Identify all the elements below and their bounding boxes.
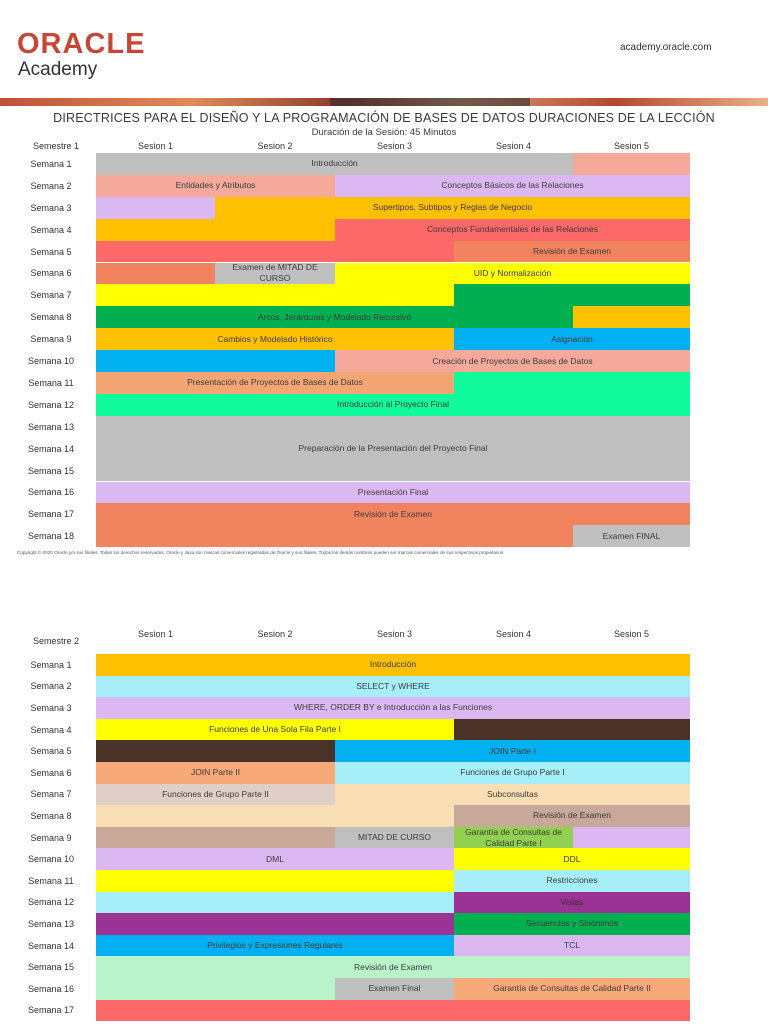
week-label: Semana 3	[30, 702, 72, 713]
schedule-block: Revisión de Examen	[454, 241, 690, 263]
week-label: Semana 4	[30, 224, 72, 235]
week-label: Semana 4	[30, 724, 72, 735]
week-label: Semana 14	[27, 443, 75, 454]
schedule-block	[96, 892, 454, 914]
week-label: Semana 10	[27, 854, 75, 865]
schedule-block: WHERE, ORDER BY e Introducción a las Funciones	[96, 697, 690, 719]
schedule-block: Restricciones	[454, 870, 690, 892]
schedule-block: Examen de MITAD DE CURSO	[215, 263, 335, 285]
schedule-block: Introducción	[96, 153, 573, 175]
schedule-block	[454, 372, 690, 394]
schedule-block: Asignación	[454, 328, 690, 350]
session-header: Sesion 4	[495, 629, 532, 639]
schedule-block: Secuencias y Sinónimos	[454, 913, 690, 935]
week-label: Semana 15	[27, 465, 75, 476]
schedule-block: Garantía de Consultas de Calidad Parte II	[454, 978, 690, 1000]
schedule-block	[96, 241, 454, 263]
week-label: Semana 1	[30, 158, 72, 169]
week-label: Semana 14	[27, 940, 75, 951]
schedule-block: Presentación Final	[96, 482, 690, 504]
schedule-block	[96, 284, 454, 306]
week-label: Semana 2	[30, 180, 72, 191]
schedule-block: JOIN Parte II	[96, 762, 335, 784]
schedule-block: Subconsultas	[335, 784, 690, 806]
semester-label: Semestre 2	[32, 636, 80, 646]
schedule-block: Revisión de Examen	[96, 503, 690, 525]
schedule-block	[96, 219, 335, 241]
schedule-block	[96, 978, 335, 1000]
schedule-block: Funciones de Grupo Parte I	[335, 762, 690, 784]
schedule-block	[96, 805, 454, 827]
week-label: Semana 6	[30, 268, 72, 279]
week-label: Semana 7	[30, 789, 72, 800]
schedule-block: Presentación de Proyectos de Bases de Datos	[96, 372, 454, 394]
schedule-block	[454, 719, 690, 741]
week-label: Semana 8	[30, 312, 72, 323]
schedule-block: UID y Normalización	[335, 263, 690, 285]
oracle-logo: ORACLE	[17, 28, 146, 60]
session-duration: Duración de la Sesión: 45 Minutos	[311, 127, 457, 138]
week-label: Semana 11	[28, 377, 74, 388]
schedule-block	[573, 827, 690, 849]
session-header: Sesion 2	[257, 629, 293, 639]
session-header: Sesion 3	[376, 141, 413, 151]
week-label: Semana 17	[27, 509, 75, 520]
semester-label: Semestre 1	[32, 141, 80, 151]
week-label: Semana 9	[30, 334, 72, 345]
session-header: Sesion 4	[495, 141, 532, 151]
schedule-block: Preparación de la Presentación del Proyecto Final	[96, 416, 690, 482]
schedule-block	[96, 1000, 690, 1022]
session-header: Sesion 1	[137, 141, 174, 151]
week-label: Semana 17	[27, 1005, 75, 1016]
schedule-block: Garantía de Consultas de Calidad Parte I	[454, 827, 573, 849]
schedule-block: Entidades y Atributos	[96, 175, 335, 197]
schedule-block	[454, 284, 690, 306]
schedule-block: MITAD DE CURSO	[335, 827, 454, 849]
schedule-block	[573, 306, 690, 328]
session-header: Sesion 5	[613, 629, 650, 639]
week-label: Semana 5	[30, 246, 72, 257]
week-label: Semana 13	[27, 421, 75, 432]
week-label: Semana 11	[28, 875, 74, 886]
session-header: Sesion 2	[257, 141, 293, 151]
schedule-block	[96, 197, 215, 219]
session-header: Sesion 3	[376, 629, 413, 639]
academy-logo-text: Academy	[18, 59, 98, 80]
schedule-block	[96, 350, 335, 372]
schedule-block	[573, 153, 690, 175]
schedule-block: Funciones de Grupo Parte II	[96, 784, 335, 806]
schedule-block: Introducción al Proyecto Final	[96, 394, 690, 416]
week-label: Semana 12	[27, 399, 75, 410]
schedule-block: DML	[96, 848, 454, 870]
schedule-block	[96, 740, 335, 762]
schedule-block	[96, 263, 215, 285]
week-label: Semana 13	[27, 918, 75, 929]
schedule-block: Cambios y Modelado Histórico	[96, 328, 454, 350]
week-label: Semana 2	[30, 681, 72, 692]
week-label: Semana 16	[27, 983, 75, 994]
site-url: academy.oracle.com	[620, 42, 712, 53]
schedule-block: DDL	[454, 848, 690, 870]
week-label: Semana 3	[30, 202, 72, 213]
week-label: Semana 18	[27, 531, 75, 542]
copyright-notice: Copyright © 2020 Oracle y/o sus filiales. Todos los derechos reservados. Oracle y Java son marcas comerciales registradas de Oracle y sus filiales. Todos los demás nombres pueden ser marcas comerciales de sus respectivos propietarios.	[17, 550, 505, 555]
schedule-block: Vistas	[454, 892, 690, 914]
page-title: DIRECTRICES PARA EL DISEÑO Y LA PROGRAMACIÓN DE BASES DE DATOS DURACIONES DE LA LECCIÓN	[53, 111, 715, 125]
schedule-block: JOIN Parte I	[335, 740, 690, 762]
schedule-block: Funciones de Una Sola Fila Parte I	[96, 719, 454, 741]
schedule-block	[96, 827, 335, 849]
week-label: Semana 15	[27, 962, 75, 973]
week-label: Semana 12	[27, 897, 75, 908]
schedule-block: Revisión de Examen	[96, 956, 690, 978]
schedule-block	[96, 913, 454, 935]
schedule-block	[96, 525, 573, 547]
week-label: Semana 16	[27, 487, 75, 498]
session-header: Sesion 5	[613, 141, 650, 151]
session-header: Sesion 1	[137, 629, 174, 639]
schedule-block: Introducción	[96, 654, 690, 676]
schedule-block: Supertipos, Subtipos y Reglas de Negocio	[215, 197, 690, 219]
schedule-block: Creación de Proyectos de Bases de Datos	[335, 350, 690, 372]
week-label: Semana 10	[27, 356, 75, 367]
week-label: Semana 6	[30, 767, 72, 778]
week-label: Semana 1	[30, 659, 72, 670]
week-label: Semana 7	[30, 290, 72, 301]
schedule-block: Arcos, Jerarquías y Modelado Recursivo	[96, 306, 573, 328]
week-label: Semana 5	[30, 746, 72, 757]
week-label: Semana 9	[30, 832, 72, 843]
schedule-block: Conceptos Básicos de las Relaciones	[335, 175, 690, 197]
schedule-block	[96, 870, 454, 892]
schedule-block: Revisión de Examen	[454, 805, 690, 827]
schedule-block: Examen FINAL	[573, 525, 690, 547]
schedule-block: Privilegios y Expresiones Regulares	[96, 935, 454, 957]
week-label: Semana 8	[30, 810, 72, 821]
schedule-block: Conceptos Fundamentales de las Relaciones	[335, 219, 690, 241]
schedule-block: TCL	[454, 935, 690, 957]
schedule-block: Examen Final	[335, 978, 454, 1000]
schedule-block: SELECT y WHERE	[96, 676, 690, 698]
